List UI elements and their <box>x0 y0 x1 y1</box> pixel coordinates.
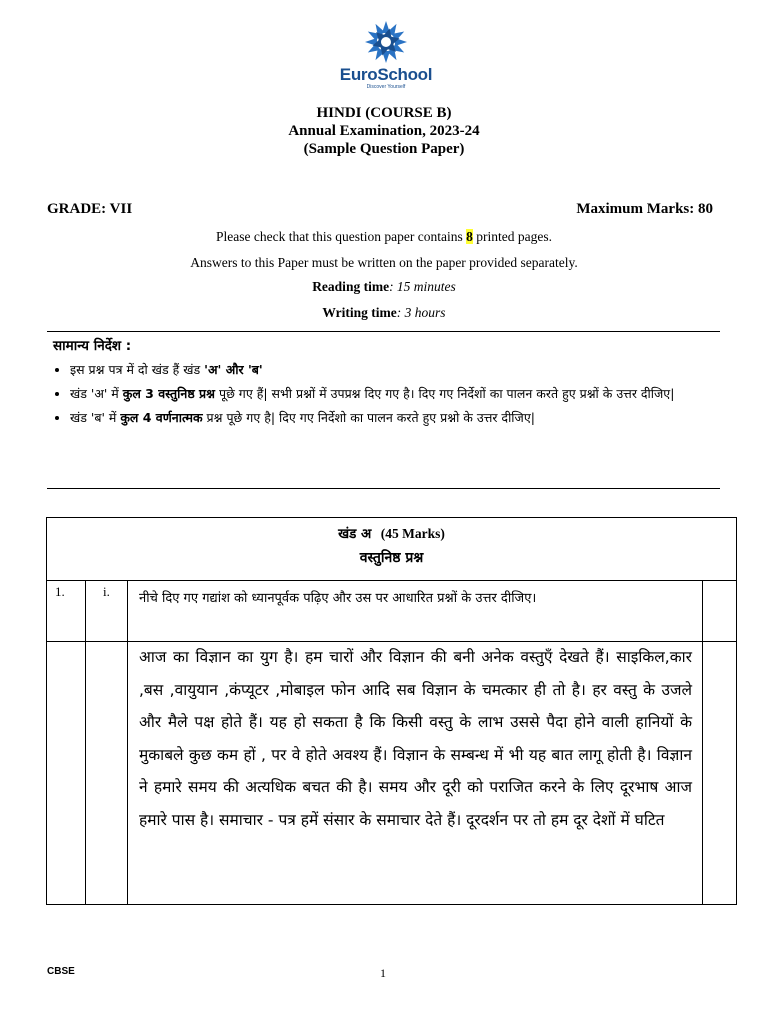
pages-note-before: Please check that this question paper contains <box>216 229 467 244</box>
section-marks: (45 Marks) <box>380 526 445 541</box>
brand-name: EuroSchool <box>339 65 433 84</box>
column-divider <box>702 580 703 904</box>
instruction-item <box>70 358 715 382</box>
grade-marks-row <box>47 201 713 218</box>
instruction-text: खंड 'अ' में <box>70 386 123 401</box>
instruction-text: पूछे गए हैं| सभी प्रश्नों में उपप्रश्न दिए गए है। दिए गए निर्देशों का पालन करते हुए प्रश्नों के उत्तर दीजिए| <box>215 386 675 401</box>
instruction-item <box>70 382 715 406</box>
writing-time <box>0 305 768 321</box>
section-a-header <box>47 518 736 581</box>
reading-time <box>0 279 768 295</box>
section-a-table <box>46 517 737 905</box>
instruction-bold: कुल 3 वस्तुनिष्ठ प्रश्न <box>122 386 215 401</box>
section-a-title <box>47 524 736 542</box>
brand-tagline: Discover Yourself <box>366 84 406 90</box>
reading-time-label: Reading time <box>312 279 390 294</box>
page-number: 1 <box>380 966 386 980</box>
paper-type: (Sample Question Paper) <box>303 141 465 157</box>
instruction-item <box>70 406 715 430</box>
column-divider <box>127 580 128 904</box>
flower-logo-icon <box>363 20 409 64</box>
pages-note <box>0 229 768 245</box>
reading-passage: आज का विज्ञान का युग है। हम चारों और विज्ञान की बनी अनेक वस्तुएँ देखते हैं। साइकिल,कार ,बस ,वायुयान ,कंप्यूटर ,मोबाइल फोन आदि सब विज्ञान के चमत्कार ही तो है। हर वस्तु के उजले और मैले पक्ष होते हैं। यह हो सकता है कि किसी वस्तु के लाभ उससे पैदा होने वाली हानियों के मुकाबले कुछ कम हों , पर वे होते अवश्य हैं। विज्ञान के सम्बन्ध में भी यह बात लागू होती है। विज्ञान ने हमारे समय की अत्यधिक बचत की है। समय और दूरी को पराजित करने के लिए दूरभाष आज हमारे पास है। समाचार - पत्र हमें संसार के समाचार देते हैं। दूरदर्शन पर तो हम दूर देशों में घटित <box>139 648 692 829</box>
section-a-subtitle: वस्तुनिष्ठ प्रश्न <box>359 550 424 566</box>
writing-time-colon-value: : 3 hours <box>396 305 446 320</box>
max-marks: Maximum Marks: 80 <box>576 201 713 217</box>
footer-board: CBSE <box>47 966 75 977</box>
general-instructions-list <box>53 358 715 430</box>
instruction-bold: कुल 4 वर्णनात्मक <box>120 410 203 425</box>
instruction-text: इस प्रश्न पत्र में दो खंड हैं खंड <box>70 362 205 377</box>
instruction-text: प्रश्न पूछे गए है| दिए गए निर्देशो का पालन करते हुए प्रश्नो के उत्तर दीजिए| <box>202 410 535 425</box>
reading-time-colon-value: : 15 minutes <box>389 279 456 294</box>
general-instructions <box>53 336 715 430</box>
question-number: 1. <box>55 584 65 599</box>
exam-title: Annual Examination, 2023-24 <box>288 123 480 139</box>
grade-label: GRADE: VII <box>47 201 133 217</box>
answers-note: Answers to this Paper must be written on the paper provided separately. <box>190 255 578 270</box>
subject-title: HINDI (COURSE B) <box>316 105 452 121</box>
paper-titles <box>0 104 768 158</box>
question-subnumber: i. <box>103 584 110 599</box>
question-instruction: नीचे दिए गए गद्यांश को ध्यानपूर्वक पढ़िए और उस पर आधारित प्रश्नों के उत्तर दीजिए। <box>139 591 537 606</box>
school-logo <box>336 20 436 100</box>
writing-time-label: Writing time <box>322 305 397 320</box>
section-title-text: खंड अ <box>338 526 372 542</box>
general-instructions-heading: सामान्य निर्देश : <box>53 338 132 354</box>
instruction-text: खंड 'ब' में <box>70 410 121 425</box>
pages-count: 8 <box>466 229 473 244</box>
column-divider <box>85 580 86 904</box>
top-divider <box>47 331 720 332</box>
pages-note-after: printed pages. <box>472 229 552 244</box>
bottom-divider <box>47 488 720 489</box>
instruction-bold: 'अ' और 'ब' <box>204 362 263 377</box>
